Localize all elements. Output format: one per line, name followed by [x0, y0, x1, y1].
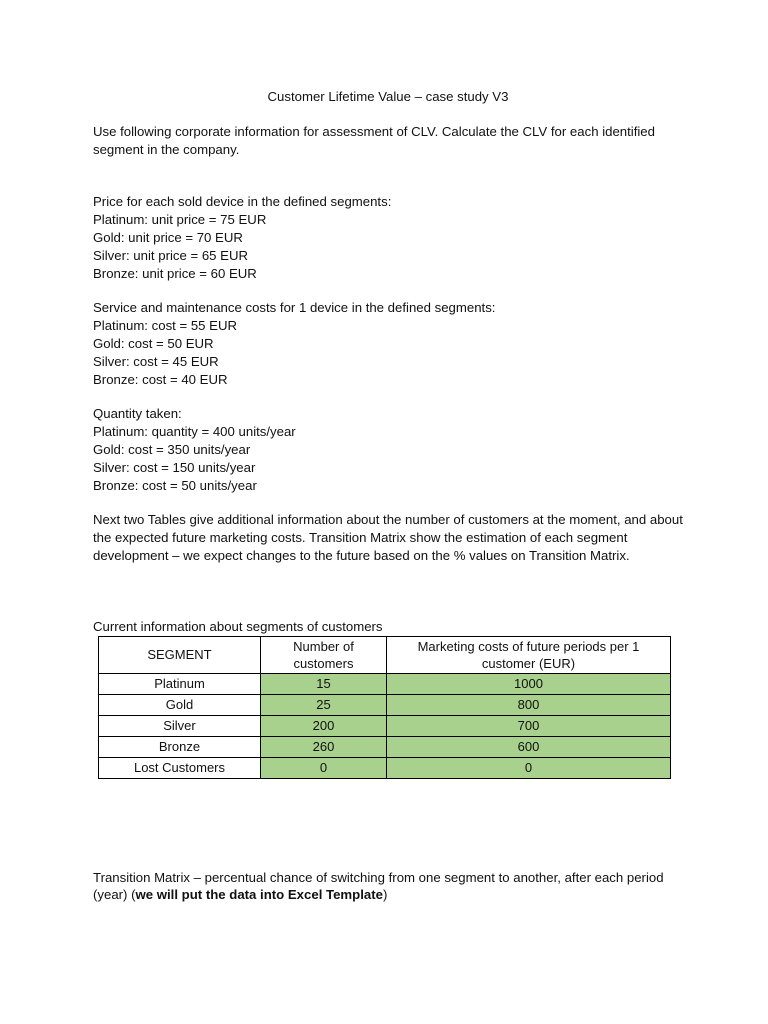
price-line: Platinum: unit price = 75 EUR: [93, 212, 267, 228]
service-line: Platinum: cost = 55 EUR: [93, 318, 238, 334]
transition-matrix-paragraph: [93, 869, 683, 905]
marketing-cost-cell: 700: [387, 715, 671, 736]
quantity-line: Platinum: quantity = 400 units/year: [93, 424, 296, 440]
table-row: [99, 757, 671, 778]
table-row: [99, 694, 671, 715]
segment-cell: Platinum: [99, 673, 261, 694]
segments-table: [98, 636, 671, 779]
quantity-line: Gold: cost = 350 units/year: [93, 441, 251, 457]
price-line: Bronze: unit price = 60 EUR: [93, 265, 257, 281]
price-line: Gold: unit price = 70 EUR: [93, 229, 243, 245]
table-row: [99, 673, 671, 694]
quantity-heading: Quantity taken:: [93, 406, 182, 422]
table-row: [99, 736, 671, 757]
column-header-segment: SEGMENT: [99, 636, 261, 673]
service-section: [93, 299, 683, 388]
price-section: [93, 193, 683, 282]
marketing-cost-cell: 800: [387, 694, 671, 715]
segment-cell: Lost Customers: [99, 757, 261, 778]
segment-cell: Bronze: [99, 736, 261, 757]
table-row: [99, 715, 671, 736]
column-header-marketing-costs: Marketing costs of future periods per 1 customer (EUR): [387, 636, 671, 673]
quantity-line: Silver: cost = 150 units/year: [93, 459, 256, 475]
table-caption: Current information about segments of customers: [93, 618, 383, 634]
transition-text: Transition Matrix – percentual chance of switching from one segment to another, after each period (year) (: [93, 869, 664, 903]
price-line: Silver: unit price = 65 EUR: [93, 247, 249, 263]
document-title: Customer Lifetime Value – case study V3: [267, 89, 509, 104]
transition-bold-note: we will put the data into Excel Template: [135, 887, 383, 903]
table-header-row: [99, 636, 671, 673]
marketing-cost-cell: 0: [387, 757, 671, 778]
customers-cell: 0: [261, 757, 387, 778]
customers-cell: 200: [261, 715, 387, 736]
service-heading: Service and maintenance costs for 1 device in the defined segments:: [93, 300, 496, 316]
customers-cell: 260: [261, 736, 387, 757]
quantity-section: [93, 405, 683, 494]
service-line: Gold: cost = 50 EUR: [93, 335, 214, 351]
tables-note-paragraph: Next two Tables give additional information about the number of customers at the moment, and about the expected future marketing costs. Transition Matrix show the estimation of each segment development – we expect changes to the future based on the % values on Transition Matrix.: [93, 512, 683, 563]
service-line: Silver: cost = 45 EUR: [93, 353, 219, 369]
service-line: Bronze: cost = 40 EUR: [93, 371, 228, 387]
column-header-customers: Number of customers: [261, 636, 387, 673]
customers-cell: 15: [261, 673, 387, 694]
marketing-cost-cell: 1000: [387, 673, 671, 694]
segment-cell: Silver: [99, 715, 261, 736]
customers-cell: 25: [261, 694, 387, 715]
quantity-line: Bronze: cost = 50 units/year: [93, 477, 257, 493]
document-page: [93, 88, 683, 904]
intro-paragraph: Use following corporate information for assessment of CLV. Calculate the CLV for each identified segment in the company.: [93, 123, 655, 157]
segment-cell: Gold: [99, 694, 261, 715]
marketing-cost-cell: 600: [387, 736, 671, 757]
transition-end: ): [382, 887, 388, 903]
price-heading: Price for each sold device in the defined segments:: [93, 194, 392, 210]
